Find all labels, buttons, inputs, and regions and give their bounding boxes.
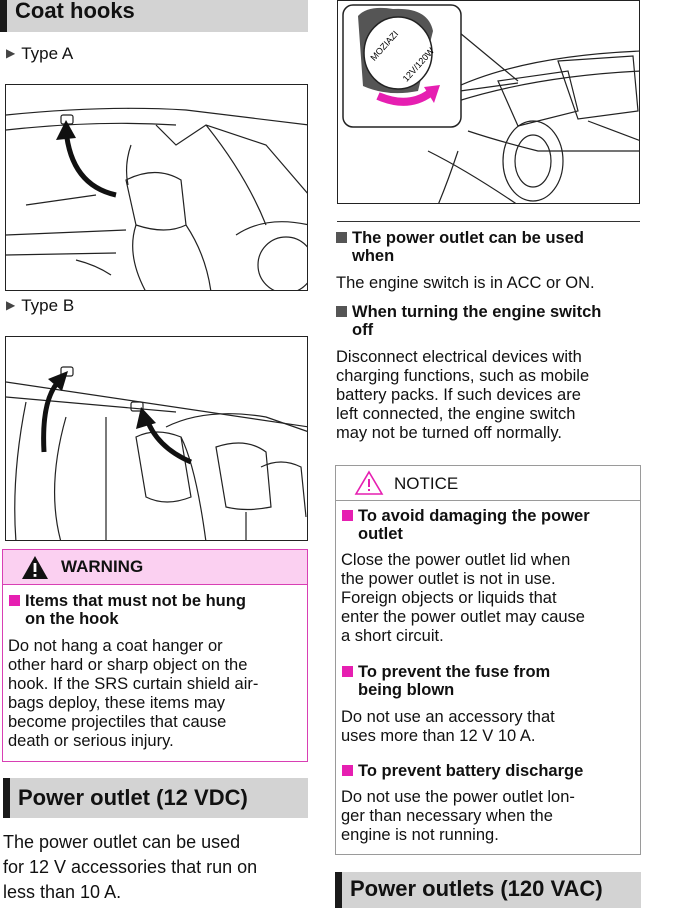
section-title-power-outlets-120vac: Power outlets (120 VAC) (335, 872, 641, 908)
figure-power-outlet-location (337, 0, 640, 204)
turning-off-body: Disconnect electrical devices with charging functions, such as mobile battery packs. If such devices are left connected, the engine switch may not be turned off normally. (336, 348, 590, 442)
notice-subheading-3: To prevent battery discharge (342, 762, 638, 780)
pink-square-icon (342, 765, 353, 776)
section-title-coat-hooks (0, 0, 308, 32)
grey-square-icon (336, 306, 347, 317)
notice-header (336, 466, 640, 501)
notice-title: NOTICE (394, 474, 459, 493)
notice-box (335, 465, 641, 855)
notice-body-1: Close the power outlet lid when the power outlet is not in use. Foreign objects or liquids that enter the power outlet may cause a short circuit. (341, 551, 585, 645)
section-title-text: Coat hooks (15, 0, 135, 23)
can-be-used-body: The engine switch is in ACC or ON. (336, 274, 595, 292)
type-a-label: ▶ Type A (6, 44, 74, 63)
type-b-label: ▶ Type B (6, 296, 75, 315)
pink-square-icon (9, 595, 20, 606)
subheading-turning-off: When turning the engine switch off (336, 303, 640, 339)
divider-line (337, 221, 640, 222)
pink-square-icon (342, 510, 353, 521)
bullet-triangle-icon: ▶ (6, 298, 16, 312)
caution-triangle-icon (354, 470, 384, 496)
figure-coat-hook-type-b (5, 336, 308, 541)
notice-subheading-2: To prevent the fuse from being blown (342, 663, 638, 699)
pink-square-icon (342, 666, 353, 677)
warning-subheading: Items that must not be hung on the hook (9, 592, 305, 628)
warning-box (2, 549, 308, 762)
notice-body-2: Do not use an accessory that uses more than 12 V 10 A. (341, 708, 555, 745)
figure-coat-hook-type-a (5, 84, 308, 291)
power-outlet-body: The power outlet can be used for 12 V accessories that run on less than 10 A. (3, 832, 258, 902)
warning-title: WARNING (61, 557, 144, 576)
notice-body-3: Do not use the power outlet lon- ger than necessary when the engine is not running. (341, 788, 575, 844)
notice-subheading-1: To avoid damaging the power outlet (342, 507, 638, 543)
cap-text-1: 12V/120W (400, 45, 437, 84)
subheading-can-be-used: The power outlet can be used when (336, 229, 640, 265)
warning-header (3, 550, 307, 585)
warning-triangle-icon (21, 555, 49, 580)
cap-text-2: MOZIAZI (368, 28, 401, 63)
section-title-power-outlet-12vdc: Power outlet (12 VDC) (3, 778, 308, 818)
bullet-triangle-icon: ▶ (6, 46, 16, 60)
warning-body: Do not hang a coat hanger or other hard or sharp object on the hook. If the SRS curtain shield air- bags deploy, these items may become projectiles that cause death or serious injury. (8, 637, 259, 750)
grey-square-icon (336, 232, 347, 243)
